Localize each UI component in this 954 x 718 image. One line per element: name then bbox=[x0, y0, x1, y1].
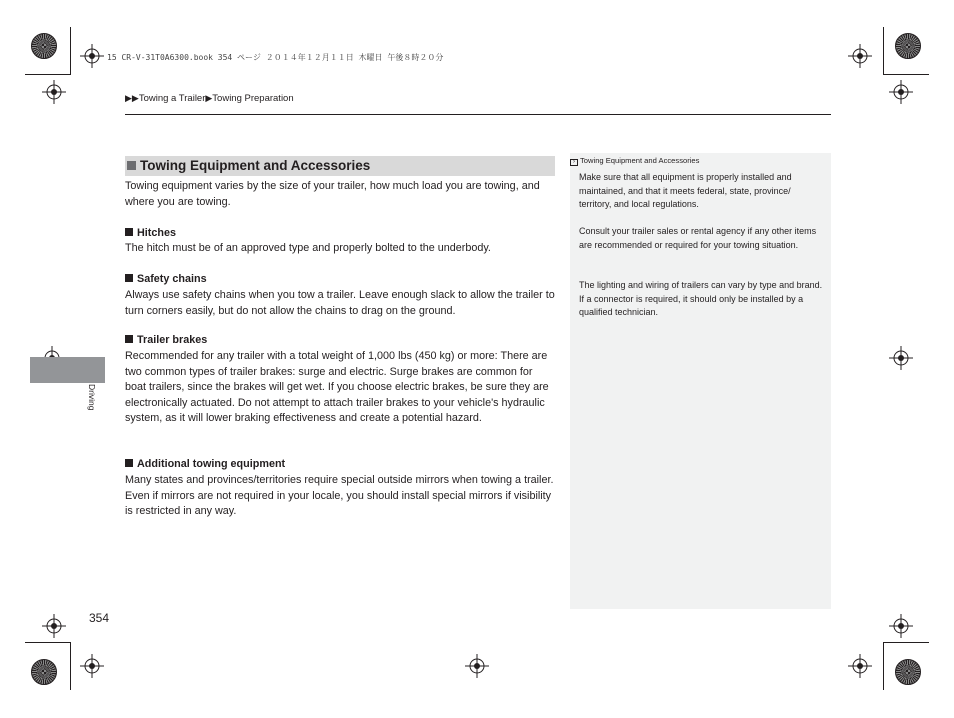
crosshair-mark-icon bbox=[80, 654, 104, 678]
bullet-square-icon bbox=[125, 228, 133, 236]
note-box bbox=[570, 153, 831, 609]
subheading-safety-chains: Safety chains bbox=[125, 273, 207, 285]
paragraph-hitches: The hitch must be of an approved type and properly bolted to the underbody. bbox=[125, 242, 491, 254]
crop-mark bbox=[25, 642, 71, 643]
section-title: Towing Equipment and Accessories bbox=[140, 158, 371, 173]
subheading-hitches: Hitches bbox=[125, 227, 176, 239]
breadcrumb-item-towing-a-trailer[interactable]: Towing a Trailer bbox=[138, 93, 206, 104]
crosshair-mark-icon bbox=[889, 346, 913, 370]
registration-rosette-bottom-left bbox=[31, 659, 57, 685]
crosshair-mark-icon bbox=[848, 654, 872, 678]
crosshair-mark-icon bbox=[848, 44, 872, 68]
registration-rosette-top-right bbox=[895, 33, 921, 59]
crosshair-mark-icon bbox=[80, 44, 104, 68]
note-reference-icon: › bbox=[570, 159, 578, 166]
crop-mark bbox=[883, 74, 929, 75]
crosshair-mark-icon bbox=[889, 614, 913, 638]
note-paragraph: The lighting and wiring of trailers can vary by type and brand. If a connector is required, it should only be installed by a qualified technician. bbox=[579, 280, 823, 318]
page-number: 354 bbox=[89, 611, 110, 625]
crop-mark bbox=[883, 27, 884, 75]
subheading-additional-towing-equipment: Additional towing equipment bbox=[125, 458, 285, 470]
bullet-square-icon bbox=[125, 274, 133, 282]
chapter-side-tab[interactable] bbox=[30, 357, 105, 383]
bullet-square-icon bbox=[125, 459, 133, 467]
registration-rosette-bottom-right bbox=[895, 659, 921, 685]
subheading-trailer-brakes: Trailer brakes bbox=[125, 334, 207, 346]
note-paragraph: Make sure that all equipment is properly installed and maintained, and that it meets federal, state, province/ territory, and local regulations. bbox=[579, 172, 792, 210]
crosshair-mark-icon bbox=[465, 654, 489, 678]
crop-mark bbox=[883, 642, 929, 643]
crop-mark bbox=[25, 74, 71, 75]
header-rule bbox=[125, 114, 831, 115]
section-intro: Towing equipment varies by the size of your trailer, how much load you are towing, and where you are towing. bbox=[125, 180, 540, 208]
note-heading bbox=[570, 156, 699, 166]
breadcrumb bbox=[125, 93, 294, 104]
breadcrumb-arrows-icon: ▶▶ bbox=[125, 93, 139, 103]
paragraph-safety-chains: Always use safety chains when you tow a trailer. Leave enough slack to allow the trailer to turn corners easily, but do not allow the chains to drag on the ground. bbox=[125, 289, 555, 317]
breadcrumb-item-towing-preparation[interactable]: Towing Preparation bbox=[212, 93, 294, 104]
chapter-side-label: Driving bbox=[87, 384, 97, 411]
crosshair-mark-icon bbox=[889, 80, 913, 104]
paragraph-trailer-brakes: Recommended for any trailer with a total weight of 1,000 lbs (450 kg) or more: There are two common types of trailer brakes: surge and electric. Surge brakes are common for boat trailers, since the brakes will get wet. If you choose electric brakes, be sure they are electronically actuated. Do not attempt to attach trailer brakes to your vehicle's hydraulic system, as it will lower braking effectiveness and create a potential hazard. bbox=[125, 350, 549, 425]
breadcrumb-separator-icon: ▶ bbox=[205, 93, 213, 103]
note-title: Towing Equipment and Accessories bbox=[580, 156, 700, 165]
note-paragraph: Consult your trailer sales or rental agency if any other items are recommended or required for your towing situation. bbox=[579, 226, 817, 250]
crop-mark bbox=[70, 642, 71, 690]
crop-mark bbox=[883, 642, 884, 690]
registration-rosette-top-left bbox=[31, 33, 57, 59]
crop-mark bbox=[70, 27, 71, 75]
crosshair-mark-icon bbox=[42, 80, 66, 104]
bullet-square-icon bbox=[125, 335, 133, 343]
section-square-icon bbox=[127, 161, 136, 170]
crosshair-mark-icon bbox=[42, 614, 66, 638]
section-heading bbox=[125, 156, 555, 176]
paragraph-additional-towing-equipment: Many states and provinces/territories require special outside mirrors when towing a trailer. Even if mirrors are not required in your locale, you should install special mirrors if visibility is restricted in any way. bbox=[125, 474, 554, 518]
print-header: 15 CR-V-31T0A6300.book 354 ページ ２０１４年１２月１１日 木曜日 午後８時２０分 bbox=[107, 53, 444, 62]
